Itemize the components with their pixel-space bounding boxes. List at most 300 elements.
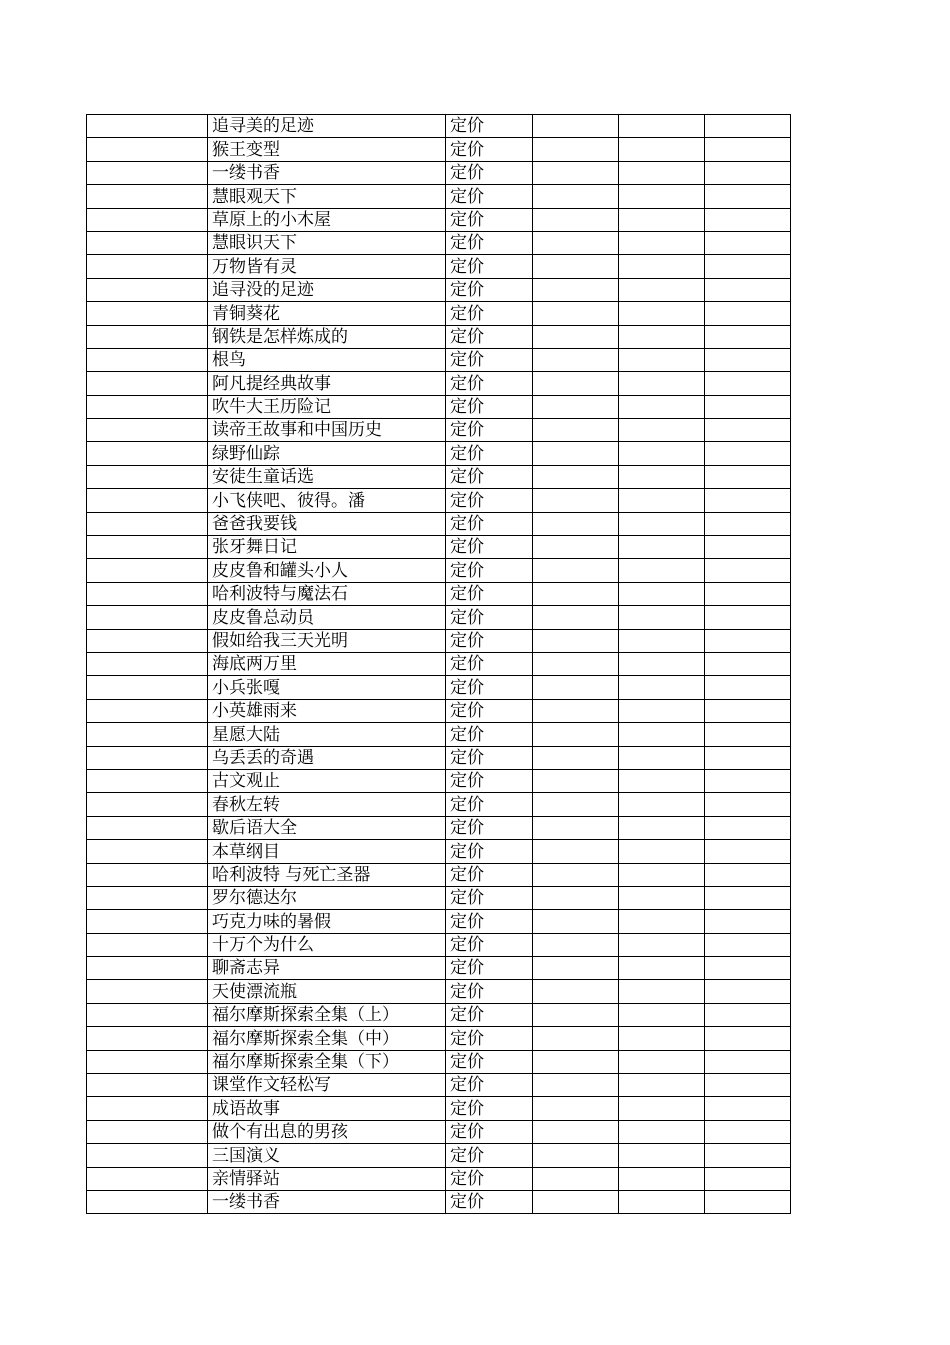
empty-cell[interactable]: [619, 1074, 705, 1097]
index-cell[interactable]: [87, 1097, 208, 1120]
empty-cell[interactable]: [619, 278, 705, 301]
book-title-cell[interactable]: 春秋左转: [208, 793, 446, 816]
empty-cell[interactable]: [619, 559, 705, 582]
table-row: [87, 769, 791, 792]
book-title-cell[interactable]: 课堂作文轻松写: [208, 1074, 446, 1097]
empty-cell[interactable]: [533, 723, 619, 746]
price-label-cell[interactable]: 定价: [446, 863, 533, 886]
empty-cell[interactable]: [619, 395, 705, 418]
price-label-cell[interactable]: 定价: [446, 138, 533, 161]
price-label-cell[interactable]: 定价: [446, 957, 533, 980]
empty-cell[interactable]: [533, 1167, 619, 1190]
book-title-cell[interactable]: 吹牛大王历险记: [208, 395, 446, 418]
empty-cell[interactable]: [533, 746, 619, 769]
empty-cell[interactable]: [619, 629, 705, 652]
empty-cell[interactable]: [619, 676, 705, 699]
empty-cell[interactable]: [533, 372, 619, 395]
book-title-cell[interactable]: 星愿大陆: [208, 723, 446, 746]
empty-cell[interactable]: [533, 769, 619, 792]
empty-cell[interactable]: [533, 115, 619, 138]
empty-cell[interactable]: [533, 1190, 619, 1213]
empty-cell[interactable]: [533, 1144, 619, 1167]
index-cell[interactable]: [87, 582, 208, 605]
empty-cell[interactable]: [705, 559, 791, 582]
empty-cell[interactable]: [533, 208, 619, 231]
empty-cell[interactable]: [619, 582, 705, 605]
price-label-cell[interactable]: 定价: [446, 1027, 533, 1050]
price-label-cell[interactable]: 定价: [446, 1003, 533, 1026]
book-title-cell[interactable]: 福尔摩斯探索全集（中）: [208, 1027, 446, 1050]
table-row: [87, 816, 791, 839]
index-cell[interactable]: [87, 606, 208, 629]
index-cell[interactable]: [87, 185, 208, 208]
book-title-cell[interactable]: 慧眼观天下: [208, 185, 446, 208]
empty-cell[interactable]: [533, 325, 619, 348]
empty-cell[interactable]: [705, 302, 791, 325]
index-cell[interactable]: [87, 699, 208, 722]
empty-cell[interactable]: [533, 840, 619, 863]
book-title-cell[interactable]: 哈利波特与魔法石: [208, 582, 446, 605]
table-row: [87, 1003, 791, 1026]
index-cell[interactable]: [87, 816, 208, 839]
index-cell[interactable]: [87, 559, 208, 582]
empty-cell[interactable]: [533, 1074, 619, 1097]
price-label-cell[interactable]: 定价: [446, 793, 533, 816]
price-label-cell[interactable]: 定价: [446, 1167, 533, 1190]
book-title-cell[interactable]: 阿凡提经典故事: [208, 372, 446, 395]
empty-cell[interactable]: [705, 1074, 791, 1097]
book-title-cell[interactable]: 万物皆有灵: [208, 255, 446, 278]
empty-cell[interactable]: [619, 1144, 705, 1167]
empty-cell[interactable]: [619, 512, 705, 535]
price-label-cell[interactable]: 定价: [446, 1074, 533, 1097]
empty-cell[interactable]: [619, 699, 705, 722]
empty-cell[interactable]: [533, 1050, 619, 1073]
empty-cell[interactable]: [619, 348, 705, 371]
price-label-cell[interactable]: 定价: [446, 465, 533, 488]
price-label-cell[interactable]: 定价: [446, 676, 533, 699]
price-label-cell[interactable]: 定价: [446, 746, 533, 769]
index-cell[interactable]: [87, 465, 208, 488]
empty-cell[interactable]: [705, 1027, 791, 1050]
book-title-cell[interactable]: 绿野仙踪: [208, 442, 446, 465]
book-title-cell[interactable]: 福尔摩斯探索全集（下）: [208, 1050, 446, 1073]
index-cell[interactable]: [87, 255, 208, 278]
empty-cell[interactable]: [619, 886, 705, 909]
price-label-cell[interactable]: 定价: [446, 536, 533, 559]
empty-cell[interactable]: [619, 536, 705, 559]
empty-cell[interactable]: [619, 933, 705, 956]
book-title-cell[interactable]: 歇后语大全: [208, 816, 446, 839]
index-cell[interactable]: [87, 1050, 208, 1073]
index-cell[interactable]: [87, 231, 208, 254]
book-title-cell[interactable]: 小英雄雨来: [208, 699, 446, 722]
book-title-cell[interactable]: 追寻没的足迹: [208, 278, 446, 301]
empty-cell[interactable]: [619, 185, 705, 208]
index-cell[interactable]: [87, 676, 208, 699]
book-title-cell[interactable]: 皮皮鲁总动员: [208, 606, 446, 629]
empty-cell[interactable]: [533, 161, 619, 184]
empty-cell[interactable]: [705, 348, 791, 371]
index-cell[interactable]: [87, 886, 208, 909]
empty-cell[interactable]: [705, 793, 791, 816]
book-title-cell[interactable]: 一缕书香: [208, 161, 446, 184]
empty-cell[interactable]: [533, 582, 619, 605]
empty-cell[interactable]: [533, 606, 619, 629]
price-label-cell[interactable]: 定价: [446, 161, 533, 184]
table-row: [87, 115, 791, 138]
index-cell[interactable]: [87, 115, 208, 138]
empty-cell[interactable]: [705, 115, 791, 138]
empty-cell[interactable]: [705, 325, 791, 348]
empty-cell[interactable]: [705, 372, 791, 395]
index-cell[interactable]: [87, 372, 208, 395]
price-label-cell[interactable]: 定价: [446, 185, 533, 208]
empty-cell[interactable]: [619, 489, 705, 512]
index-cell[interactable]: [87, 1003, 208, 1026]
index-cell[interactable]: [87, 395, 208, 418]
empty-cell[interactable]: [619, 1167, 705, 1190]
price-label-cell[interactable]: 定价: [446, 582, 533, 605]
table-row: [87, 536, 791, 559]
index-cell[interactable]: [87, 278, 208, 301]
empty-cell[interactable]: [705, 886, 791, 909]
book-title-cell[interactable]: 十万个为什么: [208, 933, 446, 956]
empty-cell[interactable]: [705, 1144, 791, 1167]
empty-cell[interactable]: [619, 1120, 705, 1143]
empty-cell[interactable]: [533, 395, 619, 418]
price-label-cell[interactable]: 定价: [446, 442, 533, 465]
book-title-cell[interactable]: 巧克力味的暑假: [208, 910, 446, 933]
book-title-cell[interactable]: 草原上的小木屋: [208, 208, 446, 231]
empty-cell[interactable]: [705, 676, 791, 699]
price-label-cell[interactable]: 定价: [446, 231, 533, 254]
empty-cell[interactable]: [533, 512, 619, 535]
empty-cell[interactable]: [533, 980, 619, 1003]
price-label-cell[interactable]: 定价: [446, 278, 533, 301]
empty-cell[interactable]: [619, 255, 705, 278]
empty-cell[interactable]: [705, 1167, 791, 1190]
book-title-cell[interactable]: 小飞侠吧、彼得。潘: [208, 489, 446, 512]
book-title-cell[interactable]: 青铜葵花: [208, 302, 446, 325]
index-cell[interactable]: [87, 863, 208, 886]
empty-cell[interactable]: [533, 231, 619, 254]
empty-cell[interactable]: [705, 255, 791, 278]
empty-cell[interactable]: [705, 536, 791, 559]
book-title-cell[interactable]: 聊斋志异: [208, 957, 446, 980]
empty-cell[interactable]: [705, 442, 791, 465]
empty-cell[interactable]: [619, 325, 705, 348]
empty-cell[interactable]: [533, 465, 619, 488]
book-title-cell[interactable]: 罗尔德达尔: [208, 886, 446, 909]
price-label-cell[interactable]: 定价: [446, 840, 533, 863]
empty-cell[interactable]: [619, 652, 705, 675]
empty-cell[interactable]: [705, 769, 791, 792]
table-row: [87, 840, 791, 863]
table-row: [87, 606, 791, 629]
price-label-cell[interactable]: 定价: [446, 629, 533, 652]
book-title-cell[interactable]: 乌丢丢的奇遇: [208, 746, 446, 769]
price-label-cell[interactable]: 定价: [446, 372, 533, 395]
index-cell[interactable]: [87, 910, 208, 933]
empty-cell[interactable]: [533, 348, 619, 371]
empty-cell[interactable]: [619, 302, 705, 325]
book-title-cell[interactable]: 根鸟: [208, 348, 446, 371]
empty-cell[interactable]: [533, 419, 619, 442]
price-label-cell[interactable]: 定价: [446, 395, 533, 418]
empty-cell[interactable]: [705, 419, 791, 442]
price-label-cell[interactable]: 定价: [446, 1144, 533, 1167]
table-row: [87, 161, 791, 184]
empty-cell[interactable]: [619, 816, 705, 839]
empty-cell[interactable]: [705, 278, 791, 301]
table-row: [87, 933, 791, 956]
empty-cell[interactable]: [619, 138, 705, 161]
price-label-cell[interactable]: 定价: [446, 1190, 533, 1213]
empty-cell[interactable]: [619, 957, 705, 980]
empty-cell[interactable]: [619, 980, 705, 1003]
book-title-cell[interactable]: 猴王变型: [208, 138, 446, 161]
price-label-cell[interactable]: 定价: [446, 886, 533, 909]
price-label-cell[interactable]: 定价: [446, 1120, 533, 1143]
empty-cell[interactable]: [705, 512, 791, 535]
price-label-cell[interactable]: 定价: [446, 115, 533, 138]
empty-cell[interactable]: [705, 933, 791, 956]
empty-cell[interactable]: [533, 278, 619, 301]
empty-cell[interactable]: [619, 1027, 705, 1050]
empty-cell[interactable]: [619, 231, 705, 254]
table-row: [87, 676, 791, 699]
table-row: [87, 1074, 791, 1097]
book-title-cell[interactable]: 古文观止: [208, 769, 446, 792]
price-label-cell[interactable]: 定价: [446, 1050, 533, 1073]
empty-cell[interactable]: [705, 208, 791, 231]
price-label-cell[interactable]: 定价: [446, 348, 533, 371]
book-title-cell[interactable]: 亲情驿站: [208, 1167, 446, 1190]
index-cell[interactable]: [87, 629, 208, 652]
index-cell[interactable]: [87, 652, 208, 675]
empty-cell[interactable]: [533, 699, 619, 722]
index-cell[interactable]: [87, 442, 208, 465]
empty-cell[interactable]: [619, 1003, 705, 1026]
empty-cell[interactable]: [619, 746, 705, 769]
empty-cell[interactable]: [705, 185, 791, 208]
table-row: [87, 1050, 791, 1073]
price-label-cell[interactable]: 定价: [446, 652, 533, 675]
empty-cell[interactable]: [705, 161, 791, 184]
empty-cell[interactable]: [705, 723, 791, 746]
empty-cell[interactable]: [705, 231, 791, 254]
index-cell[interactable]: [87, 489, 208, 512]
book-title-cell[interactable]: 海底两万里: [208, 652, 446, 675]
empty-cell[interactable]: [533, 816, 619, 839]
price-label-cell[interactable]: 定价: [446, 769, 533, 792]
empty-cell[interactable]: [619, 1097, 705, 1120]
empty-cell[interactable]: [619, 863, 705, 886]
empty-cell[interactable]: [705, 980, 791, 1003]
book-title-cell[interactable]: 本草纲目: [208, 840, 446, 863]
book-title-cell[interactable]: 哈利波特 与死亡圣器: [208, 863, 446, 886]
index-cell[interactable]: [87, 512, 208, 535]
empty-cell[interactable]: [533, 1003, 619, 1026]
book-title-cell[interactable]: 假如给我三天光明: [208, 629, 446, 652]
empty-cell[interactable]: [619, 161, 705, 184]
empty-cell[interactable]: [705, 652, 791, 675]
book-title-cell[interactable]: 钢铁是怎样炼成的: [208, 325, 446, 348]
book-title-cell[interactable]: 成语故事: [208, 1097, 446, 1120]
empty-cell[interactable]: [533, 676, 619, 699]
empty-cell[interactable]: [705, 1190, 791, 1213]
index-cell[interactable]: [87, 723, 208, 746]
price-label-cell[interactable]: 定价: [446, 980, 533, 1003]
book-title-cell[interactable]: 读帝王故事和中国历史: [208, 419, 446, 442]
index-cell[interactable]: [87, 933, 208, 956]
book-title-cell[interactable]: 安徒生童话选: [208, 465, 446, 488]
empty-cell[interactable]: [705, 1120, 791, 1143]
index-cell[interactable]: [87, 302, 208, 325]
book-title-cell[interactable]: 做个有出息的男孩: [208, 1120, 446, 1143]
index-cell[interactable]: [87, 746, 208, 769]
empty-cell[interactable]: [619, 723, 705, 746]
table-row: [87, 372, 791, 395]
empty-cell[interactable]: [705, 863, 791, 886]
index-cell[interactable]: [87, 769, 208, 792]
price-label-cell[interactable]: 定价: [446, 302, 533, 325]
index-cell[interactable]: [87, 957, 208, 980]
price-label-cell[interactable]: 定价: [446, 419, 533, 442]
book-price-table: [86, 114, 791, 1214]
price-label-cell[interactable]: 定价: [446, 699, 533, 722]
book-title-cell[interactable]: 爸爸我要钱: [208, 512, 446, 535]
empty-cell[interactable]: [619, 606, 705, 629]
empty-cell[interactable]: [533, 910, 619, 933]
index-cell[interactable]: [87, 419, 208, 442]
empty-cell[interactable]: [533, 886, 619, 909]
empty-cell[interactable]: [619, 208, 705, 231]
empty-cell[interactable]: [533, 933, 619, 956]
book-title-cell[interactable]: 天使漂流瓶: [208, 980, 446, 1003]
empty-cell[interactable]: [705, 910, 791, 933]
empty-cell[interactable]: [705, 465, 791, 488]
empty-cell[interactable]: [533, 185, 619, 208]
empty-cell[interactable]: [619, 840, 705, 863]
empty-cell[interactable]: [533, 442, 619, 465]
index-cell[interactable]: [87, 1027, 208, 1050]
price-label-cell[interactable]: 定价: [446, 208, 533, 231]
price-label-cell[interactable]: 定价: [446, 325, 533, 348]
empty-cell[interactable]: [705, 1003, 791, 1026]
table-row: [87, 489, 791, 512]
price-label-cell[interactable]: 定价: [446, 489, 533, 512]
price-label-cell[interactable]: 定价: [446, 816, 533, 839]
book-title-cell[interactable]: 张牙舞日记: [208, 536, 446, 559]
book-title-cell[interactable]: 皮皮鲁和罐头小人: [208, 559, 446, 582]
index-cell[interactable]: [87, 1190, 208, 1213]
price-label-cell[interactable]: 定价: [446, 723, 533, 746]
index-cell[interactable]: [87, 793, 208, 816]
empty-cell[interactable]: [533, 793, 619, 816]
index-cell[interactable]: [87, 208, 208, 231]
book-title-cell[interactable]: 三国演义: [208, 1144, 446, 1167]
index-cell[interactable]: [87, 325, 208, 348]
empty-cell[interactable]: [533, 1097, 619, 1120]
empty-cell[interactable]: [705, 816, 791, 839]
empty-cell[interactable]: [533, 138, 619, 161]
index-cell[interactable]: [87, 840, 208, 863]
empty-cell[interactable]: [533, 1120, 619, 1143]
empty-cell[interactable]: [705, 957, 791, 980]
book-title-cell[interactable]: 追寻美的足迹: [208, 115, 446, 138]
empty-cell[interactable]: [619, 465, 705, 488]
empty-cell[interactable]: [705, 699, 791, 722]
empty-cell[interactable]: [705, 606, 791, 629]
price-label-cell[interactable]: 定价: [446, 512, 533, 535]
index-cell[interactable]: [87, 161, 208, 184]
index-cell[interactable]: [87, 1144, 208, 1167]
book-title-cell[interactable]: 慧眼识天下: [208, 231, 446, 254]
empty-cell[interactable]: [619, 419, 705, 442]
price-label-cell[interactable]: 定价: [446, 559, 533, 582]
empty-cell[interactable]: [533, 652, 619, 675]
index-cell[interactable]: [87, 1074, 208, 1097]
empty-cell[interactable]: [705, 629, 791, 652]
empty-cell[interactable]: [619, 1050, 705, 1073]
empty-cell[interactable]: [705, 395, 791, 418]
empty-cell[interactable]: [619, 372, 705, 395]
index-cell[interactable]: [87, 1120, 208, 1143]
index-cell[interactable]: [87, 138, 208, 161]
book-title-cell[interactable]: 小兵张嘎: [208, 676, 446, 699]
empty-cell[interactable]: [533, 957, 619, 980]
empty-cell[interactable]: [705, 582, 791, 605]
empty-cell[interactable]: [619, 793, 705, 816]
price-label-cell[interactable]: 定价: [446, 1097, 533, 1120]
empty-cell[interactable]: [619, 442, 705, 465]
price-label-cell[interactable]: 定价: [446, 910, 533, 933]
empty-cell[interactable]: [705, 1050, 791, 1073]
empty-cell[interactable]: [705, 1097, 791, 1120]
empty-cell[interactable]: [533, 255, 619, 278]
index-cell[interactable]: [87, 536, 208, 559]
empty-cell[interactable]: [533, 863, 619, 886]
empty-cell[interactable]: [533, 559, 619, 582]
book-title-cell[interactable]: 福尔摩斯探索全集（上）: [208, 1003, 446, 1026]
index-cell[interactable]: [87, 348, 208, 371]
book-title-cell[interactable]: 一缕书香: [208, 1190, 446, 1213]
empty-cell[interactable]: [619, 910, 705, 933]
empty-cell[interactable]: [619, 115, 705, 138]
empty-cell[interactable]: [705, 840, 791, 863]
empty-cell[interactable]: [533, 489, 619, 512]
empty-cell[interactable]: [705, 489, 791, 512]
empty-cell[interactable]: [705, 746, 791, 769]
table-row: [87, 652, 791, 675]
empty-cell[interactable]: [533, 629, 619, 652]
empty-cell[interactable]: [705, 138, 791, 161]
table-row: [87, 208, 791, 231]
table-row: [87, 278, 791, 301]
empty-cell[interactable]: [533, 536, 619, 559]
index-cell[interactable]: [87, 1167, 208, 1190]
empty-cell[interactable]: [533, 302, 619, 325]
empty-cell[interactable]: [619, 1190, 705, 1213]
index-cell[interactable]: [87, 980, 208, 1003]
empty-cell[interactable]: [619, 769, 705, 792]
empty-cell[interactable]: [533, 1027, 619, 1050]
price-label-cell[interactable]: 定价: [446, 606, 533, 629]
price-label-cell[interactable]: 定价: [446, 933, 533, 956]
price-label-cell[interactable]: 定价: [446, 255, 533, 278]
